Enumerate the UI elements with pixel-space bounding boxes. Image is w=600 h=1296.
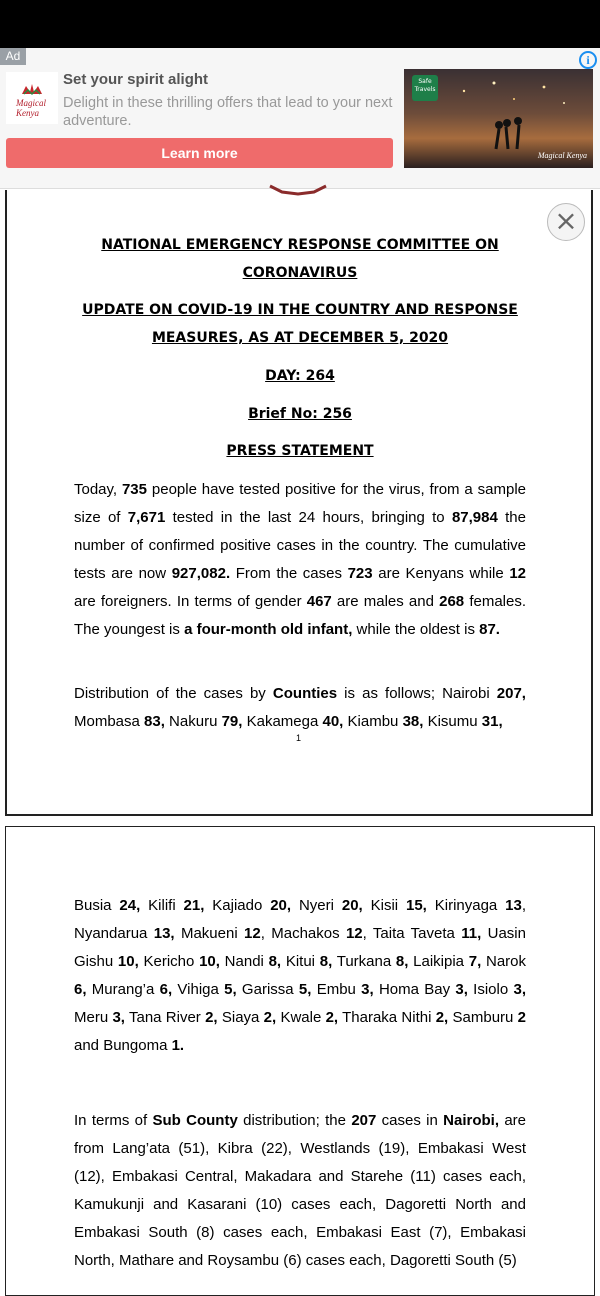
document-title: NATIONAL EMERGENCY RESPONSE COMMITTEE ON CORONAVIRUS [101,237,499,281]
document-subtitle: UPDATE ON COVID-19 IN THE COUNTRY AND RESPONSE MEASURES, AS AT DECEMBER 5, 2020 [82,302,518,346]
emphasis-text: 83, [144,713,165,730]
emphasis-text: 24, [119,897,141,914]
emphasis-text: 21, [183,897,205,914]
ad-image[interactable] [404,69,593,168]
emphasis-text: 207, [496,685,526,702]
page-number: 1 [296,733,302,743]
ad-title[interactable]: Set your spirit alight [63,71,209,88]
emphasis-text: 5, [224,981,237,998]
coat-of-arms-icon [262,184,334,196]
safe-travels-badge: Safe Travels [412,75,438,101]
emphasis-text: 268 [439,593,465,610]
advertiser-logo-text: Magical Kenya [16,98,46,118]
emphasis-text: 11, [461,925,482,942]
emphasis-text: 7, [468,953,482,970]
emphasis-text: 87. [479,621,500,638]
emphasis-text: 38, [402,713,424,730]
paragraph-summary: Today, 735 people have tested positive for the virus, from a sample size of 7,671 tested in the last 24 hours, bringing to 87,984 the number of confirmed positive cases in the country. The cumulative tests are now 927,082. From the cases 723 are Kenyans while 12 are foreigners. In terms of gender 467 are males and 268 females. The youngest is a four-month old infant, while the oldest is 87. [74,481,527,638]
emphasis-text: 10, [199,953,220,970]
emphasis-text: 3, [513,981,526,998]
advertiser-logo[interactable] [6,72,58,124]
emphasis-text: 723 [347,565,373,582]
paragraph-county-distribution: Distribution of the cases by Counties is as follows; Nairobi 207, Mombasa 83, Nakuru 79, Kakamega 40, Kiambu 38, Kisumu 31, [74,685,526,730]
emphasis-text: 13, [153,925,175,942]
ad-image-logo: Magical Kenya [537,151,587,160]
emphasis-text: 6, [74,981,87,998]
emphasis-text: 5, [298,981,312,998]
status-bar [0,0,600,48]
emphasis-text: 2 [517,1009,526,1026]
emphasis-text: 2, [205,1009,218,1026]
press-statement-heading: PRESS STATEMENT [226,443,374,459]
paragraph-subcounty-distribution: In terms of Sub County distribution; the 207 cases in Nairobi, are from Lang’ata (51), Kibra (22), Westlands (19), Embakasi West (12), Embakasi Central, Makadara and Starehe (11) cases each, Kamukunji and Kasarani (10) cases each, Dagoretti North and Embakasi South (8) cases each, Embakasi East (7), Embakasi North, Mathare and Roysambu (6) cases each, Dagoretti South (5) [74,1112,526,1269]
emphasis-text: 2, [263,1009,277,1026]
emphasis-text: 10, [117,953,139,970]
emphasis-text: 12 [509,565,526,582]
emphasis-text: 3, [112,1009,125,1026]
emphasis-text: 8, [319,953,333,970]
emphasis-text: Counties [272,685,338,702]
emphasis-text: 7,671 [127,509,166,526]
close-button[interactable]: × [547,203,585,241]
emphasis-text: 20, [341,897,363,914]
emphasis-text: a four-month old infant, [184,621,353,638]
emphasis-text: 207 [351,1112,377,1129]
emphasis-text: 735 [121,481,147,498]
emphasis-text: 87,984 [451,509,498,526]
emphasis-text: Nairobi, [443,1112,499,1129]
emphasis-text: 13 [505,897,522,914]
emphasis-text: 927,082. [171,565,231,582]
info-icon[interactable]: i [579,51,597,69]
emphasis-text: 1. [171,1037,185,1054]
emphasis-text: 40, [322,713,344,730]
emphasis-text: 2, [325,1009,339,1026]
learn-more-button[interactable]: Learn more [6,138,393,168]
emphasis-text: 2, [435,1009,449,1026]
emphasis-text: Sub County [152,1112,238,1129]
emphasis-text: 12 [244,925,261,942]
emphasis-text: 467 [306,593,332,610]
brief-number: Brief No: 256 [248,406,352,422]
emphasis-text: 6, [159,981,173,998]
ad-label: Ad [0,48,26,65]
emphasis-text: 8, [268,953,282,970]
ad-banner[interactable] [0,48,600,189]
emphasis-text: 3, [361,981,374,998]
day-label: DAY: 264 [265,368,335,384]
paragraph-county-distribution-continued: Busia 24, Kilifi 21, Kajiado 20, Nyeri 20, Kisii 15, Kirinyaga 13, Nyandarua 13, Makueni 12, Machakos 12, Taita Taveta 11, Uasin Gishu 10, Kericho 10, Nandi 8, Kitui 8, Turkana 8, Laikipia 7, Narok 6, Murang’a 6, Vihiga 5, Garissa 5, Embu 3, Homa Bay 3, Isiolo 3, Meru 3, Tana River 2, Siaya 2, Kwale 2, Tharaka Nithi 2, Samburu 2 and Bungoma 1. [74,897,527,1054]
emphasis-text: 79, [221,713,243,730]
emphasis-text: 12 [345,925,363,942]
ad-description[interactable]: Delight in these thrilling offers that lead to your next adventure. [63,95,393,129]
emphasis-text: 8, [395,953,409,970]
emphasis-text: 31, [481,713,503,730]
emphasis-text: 20, [270,897,292,914]
emphasis-text: 3, [455,981,468,998]
emphasis-text: 15, [406,897,427,914]
